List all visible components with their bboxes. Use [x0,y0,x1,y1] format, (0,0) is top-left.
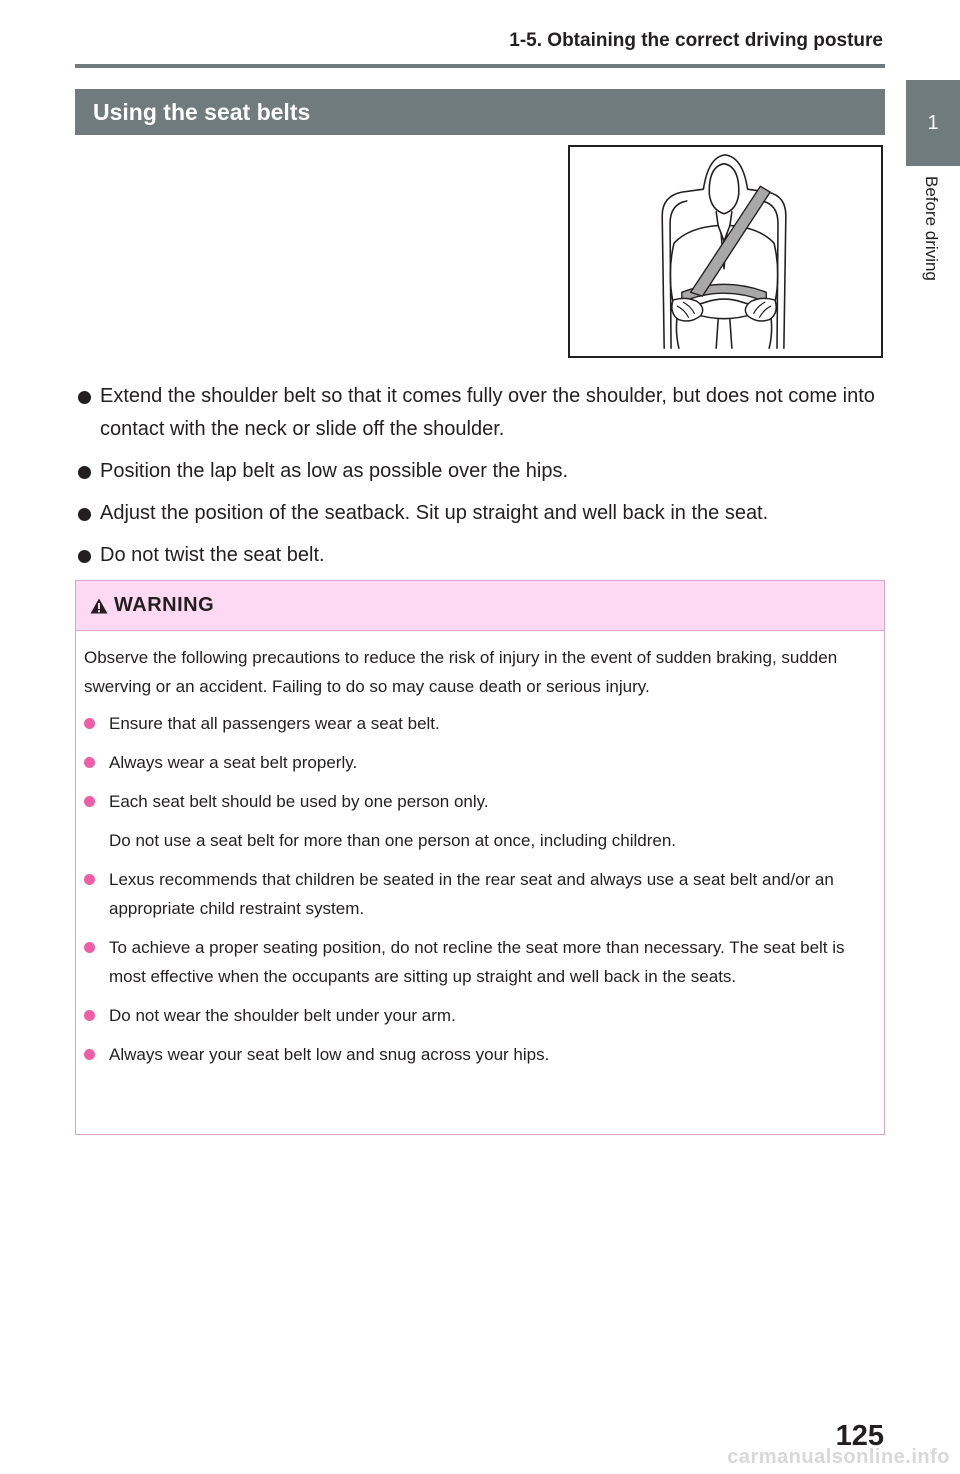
list-item [84,1040,870,1069]
warning-title: WARNING [114,594,215,616]
list-item [84,709,870,738]
list-item-text: To achieve a proper seating position, do not recline the seat more than necessary. The seat belt is most effective when the occupants are sitting up straight and well back in the seats. [109,938,845,986]
list-item [84,748,870,777]
bullet-icon [84,942,95,953]
seat-belt-instructions [78,380,878,581]
list-item-subtext: Do not use a seat belt for more than one person at once, including children. [109,831,677,850]
list-item [84,787,870,855]
list-item-text: Extend the shoulder belt so that it comes fully over the shoulder, but does not come into contact with the neck or slide off the shoulder. [100,385,875,440]
chapter-tab [906,80,960,166]
warning-list [84,709,870,1069]
warning-body [76,631,884,1069]
list-item [78,380,878,446]
warning-box [75,580,885,1135]
bullet-icon [84,1049,95,1060]
list-item-text: Always wear your seat belt low and snug across your hips. [109,1045,550,1064]
chapter-label: Before driving [922,176,941,281]
chapter-number: 1 [927,111,939,134]
bullet-icon [78,508,91,521]
bullet-icon [84,757,95,768]
section-heading: Using the seat belts [75,89,885,135]
bullet-icon [84,718,95,729]
bullet-icon [84,796,95,807]
list-item [78,455,878,488]
list-item-text: Adjust the position of the seatback. Sit up straight and well back in the seat. [100,502,769,524]
list-item-text: Do not twist the seat belt. [100,544,325,566]
watermark: carmanualsonline.info [727,1446,950,1468]
list-item-text: Lexus recommends that children be seated in the rear seat and always use a seat belt and/or an appropriate child restraint system. [109,870,834,918]
warning-header [76,581,884,631]
list-item [84,933,870,991]
list-item-text: Position the lap belt as low as possible over the hips. [100,460,569,482]
list-item-text: Always wear a seat belt properly. [109,753,358,772]
bullet-icon [78,466,91,479]
warning-triangle-icon [90,598,108,614]
page-number: 125 [835,1420,884,1452]
list-item [84,1001,870,1030]
list-item [78,497,878,530]
header-rule [75,64,885,68]
list-item [84,865,870,923]
bullet-icon [84,874,95,885]
list-item-text: Do not wear the shoulder belt under your arm. [109,1006,456,1025]
list-item [78,539,878,572]
list-item-text: Each seat belt should be used by one person only. [109,792,489,811]
seat-belt-illustration [568,145,883,358]
bullet-icon [84,1010,95,1021]
running-header: 1-5. Obtaining the correct driving posture [509,30,883,51]
warning-intro: Observe the following precautions to reduce the risk of injury in the event of sudden braking, sudden swerving or an accident. Failing to do so may cause death or serious injury. [84,648,838,696]
bullet-icon [78,391,91,404]
list-item-text: Ensure that all passengers wear a seat belt. [109,714,440,733]
bullet-icon [78,550,91,563]
seated-person-figure [570,147,881,356]
